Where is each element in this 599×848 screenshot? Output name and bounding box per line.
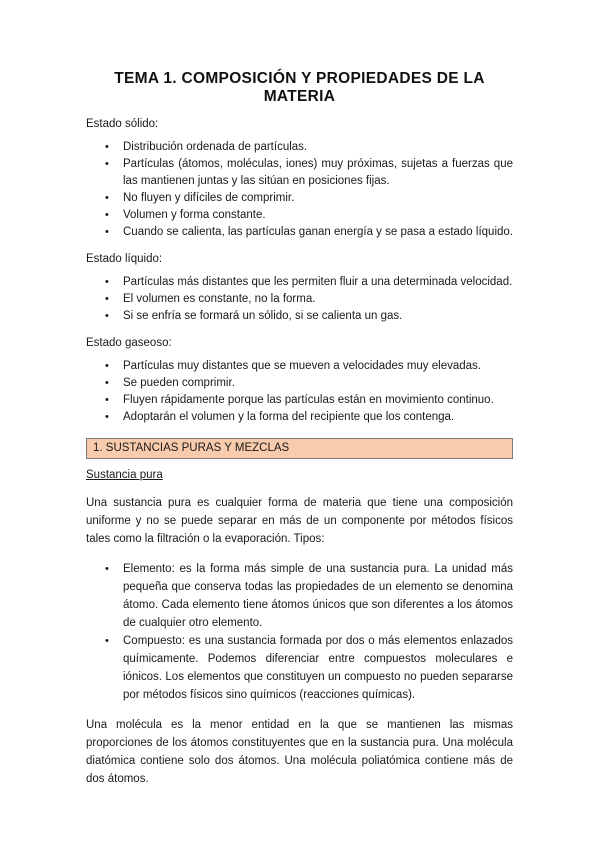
list-item <box>86 139 513 156</box>
list-item-text: Partículas más distantes que les permiten fluir a una determinada velocidad. <box>123 276 513 288</box>
liquid-state-list <box>86 274 513 325</box>
list-item <box>86 375 513 392</box>
list-item-text: Cuando se calienta, las partículas ganan energía y se pasa a estado líquido. <box>123 226 513 238</box>
list-item <box>86 190 513 207</box>
list-item-text: Partículas muy distantes que se mueven a velocidades muy elevadas. <box>123 360 481 372</box>
page-title: TEMA 1. COMPOSICIÓN Y PROPIEDADES DE LA MATERIA <box>114 70 485 105</box>
bullet-icon: • <box>105 394 109 406</box>
substance-types-list <box>86 560 513 704</box>
list-item <box>86 358 513 375</box>
bullet-icon: • <box>105 310 109 322</box>
intro-paragraph: Una sustancia pura es cualquier forma de materia que tiene una composición uniforme y no se puede separar en más de un componente por métodos físicos tales como la filtración o la evaporación. Tipos: <box>86 497 513 545</box>
list-item <box>86 632 513 704</box>
bullet-icon: • <box>105 360 109 372</box>
bullet-icon: • <box>105 635 109 647</box>
list-item-text: Compuesto: es una sustancia formada por dos o más elementos enlazados químicamente. Podemos diferenciar entre compuestos moleculares e iónicos. Los elementos que constituyen un compuesto no pueden separarse por métodos físicos sino químicos (reacciones químicas). <box>123 635 513 701</box>
gas-state-label: Estado gaseoso: <box>86 337 172 349</box>
bullet-icon: • <box>105 377 109 389</box>
list-item-text: Adoptarán el volumen y la forma del recipiente que los contenga. <box>123 411 455 423</box>
bullet-icon: • <box>105 563 109 575</box>
list-item <box>86 274 513 291</box>
gas-state-list <box>86 358 513 426</box>
list-item <box>86 392 513 409</box>
bullet-icon: • <box>105 411 109 423</box>
list-item <box>86 308 513 325</box>
list-item <box>86 409 513 426</box>
list-item-text: No fluyen y difíciles de comprimir. <box>123 192 295 204</box>
section-heading-bar: 1. SUSTANCIAS PURAS Y MEZCLAS <box>86 438 513 459</box>
list-item <box>86 224 513 241</box>
list-item-text: Distribución ordenada de partículas. <box>123 141 308 153</box>
list-item <box>86 291 513 308</box>
bullet-icon: • <box>105 293 109 305</box>
subsection-heading: Sustancia pura <box>86 469 163 481</box>
bullet-icon: • <box>105 226 109 238</box>
solid-state-label: Estado sólido: <box>86 118 159 130</box>
bullet-icon: • <box>105 141 109 153</box>
list-item-text: El volumen es constante, no la forma. <box>123 293 316 305</box>
list-item-text: Fluyen rápidamente porque las partículas están en movimiento continuo. <box>123 394 494 406</box>
bullet-icon: • <box>105 158 109 170</box>
liquid-state-label: Estado líquido: <box>86 253 163 265</box>
list-item-text: Volumen y forma constante. <box>123 209 266 221</box>
list-item <box>86 560 513 632</box>
bullet-icon: • <box>105 192 109 204</box>
list-item-text: Se pueden comprimir. <box>123 377 235 389</box>
list-item-text: Si se enfría se formará un sólido, si se calienta un gas. <box>123 310 403 322</box>
bullet-icon: • <box>105 209 109 221</box>
list-item <box>86 156 513 190</box>
molecule-paragraph: Una molécula es la menor entidad en la que se mantienen las mismas proporciones de los átomos constituyentes que en la sustancia pura. Una molécula diatómica contiene solo dos átomos. Una molécula poliatómica contiene más de dos átomos. <box>86 719 513 785</box>
list-item <box>86 207 513 224</box>
list-item-text: Partículas (átomos, moléculas, iones) muy próximas, sujetas a fuerzas que las mantienen juntas y las sitúan en posiciones fijas. <box>123 158 513 187</box>
list-item-text: Elemento: es la forma más simple de una sustancia pura. La unidad más pequeña que conserva todas las propiedades de un elemento se denomina átomo. Cada elemento tiene átomos únicos que son diferentes a los átomos de cualquier otro elemento. <box>123 563 513 629</box>
solid-state-list <box>86 139 513 241</box>
bullet-icon: • <box>105 276 109 288</box>
